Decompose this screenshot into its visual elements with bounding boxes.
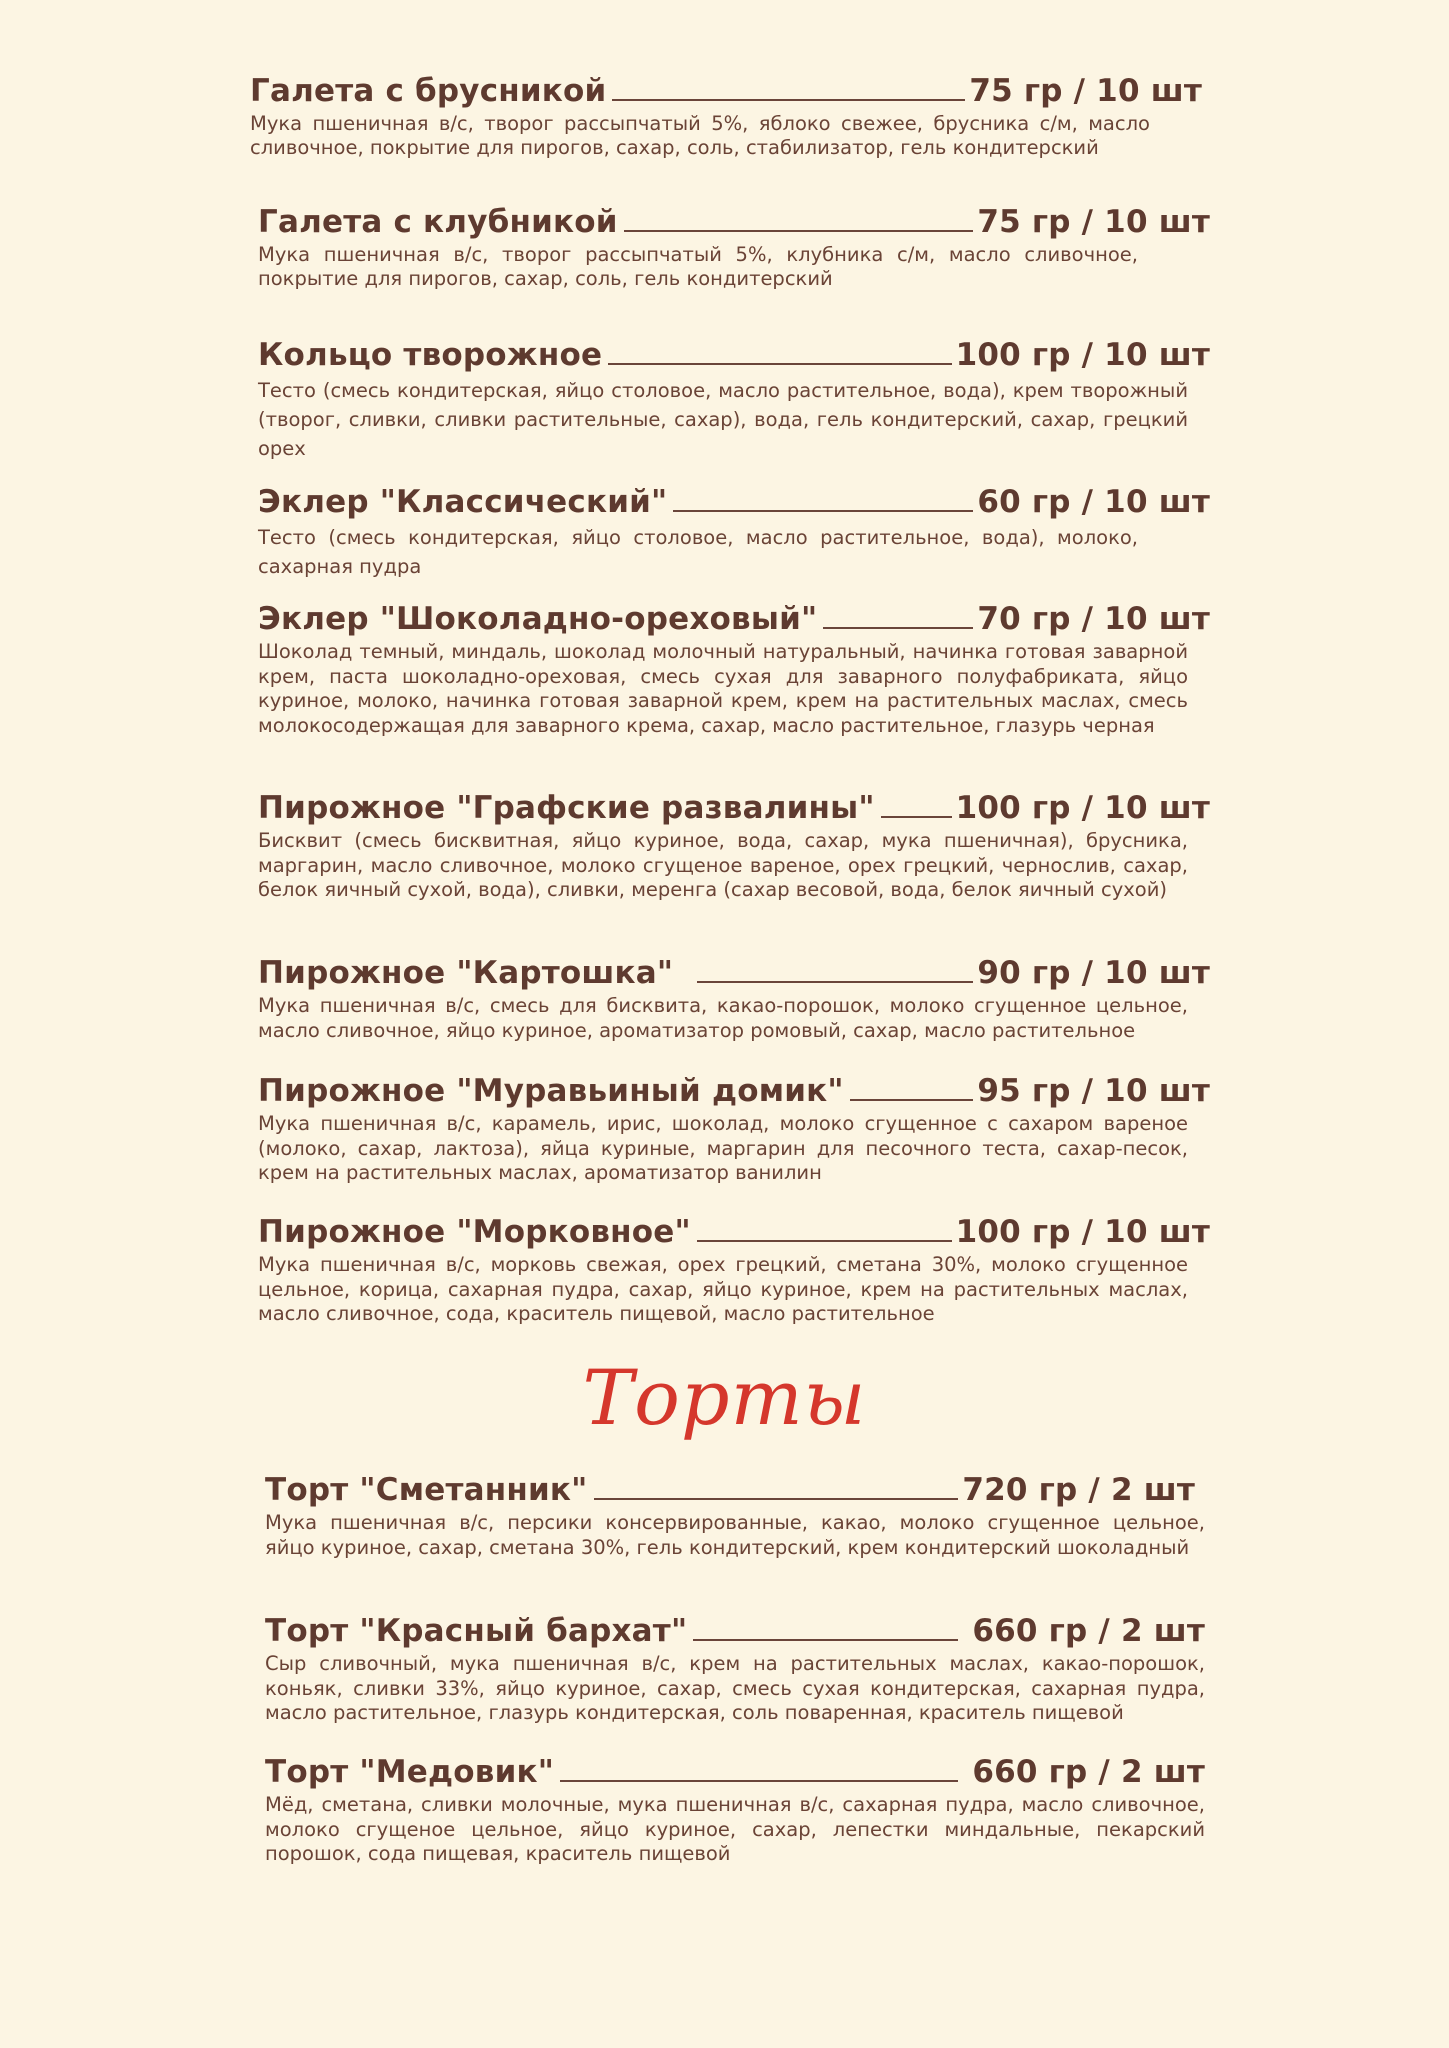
dotted-leader — [594, 1498, 959, 1500]
dotted-leader — [697, 981, 973, 983]
item-description: Мука пшеничная в/с, смесь для бисквита, какао-порошок, молоко сгущенное цельное, масло сливочное, яйцо куриное, ароматизатор ромовый, сахар, масло растительное — [258, 994, 1188, 1042]
dotted-leader — [612, 99, 965, 101]
item-description: Шоколад темный, миндаль, шоколад молочный натуральный, начинка готовая заварной крем, паста шоколадно-ореховая, смесь сухая для заварного полуфабриката, яйцо куриное, молоко, начинка готовая заварной крем, крем на растительных маслах, смесь молокосодержащая для заварного крема, сахар, масло растительное, глазурь черная — [258, 640, 1188, 737]
menu-item-morkovnoe — [258, 1213, 1210, 1327]
dotted-leader — [693, 1639, 958, 1641]
item-name: Эклер "Классический" — [258, 484, 668, 520]
dotted-leader — [823, 627, 973, 629]
section-title-cakes: Торты — [582, 1353, 867, 1442]
menu-item-tort-smetannik — [265, 1471, 1205, 1560]
item-description: Мёд, сметана, сливки молочные, мука пшеничная в/с, сахарная пудра, масло сливочное, молоко сгущеное цельное, яйцо куриное, сахар, лепестки миндальные, пекарский порошок, сода пищевая, краситель пищевой — [265, 1793, 1205, 1865]
item-weight: 660 гр / 2 шт — [972, 1613, 1205, 1649]
item-name: Кольцо творожное — [258, 337, 603, 373]
menu-item-header — [258, 954, 1210, 992]
item-description: Бисквит (смесь бисквитная, яйцо куриное, вода, сахар, мука пшеничная), брусника, маргарин, масло сливочное, молоко сгущеное вареное, орех грецкий, чернослив, сахар, белок яичный сухой, вода), сливки, меренга (сахар весовой, вода, белок яичный сухой) — [258, 829, 1188, 901]
menu-item-muravinyy-domik — [258, 1072, 1210, 1186]
menu-item-header — [258, 789, 1210, 827]
menu-item-header — [265, 1612, 1205, 1650]
item-weight: 70 гр / 10 шт — [977, 601, 1210, 637]
item-weight: 100 гр / 10 шт — [955, 1214, 1210, 1250]
menu-item-header — [258, 483, 1210, 521]
dotted-leader — [881, 816, 952, 818]
item-name: Пирожное "Муравьиный домик" — [258, 1073, 844, 1109]
item-description: Мука пшеничная в/с, морковь свежая, орех грецкий, сметана 30%, молоко сгущенное цельное, корица, сахарная пудра, сахар, яйцо куриное, крем на растительных маслах, масло сливочное, сода, краситель пищевой, масло растительное — [258, 1253, 1188, 1325]
item-weight: 95 гр / 10 шт — [977, 1073, 1210, 1109]
menu-item-galeta-brusnika — [250, 72, 1202, 160]
item-description: Мука пшеничная в/с, карамель, ирис, шоколад, молоко сгущенное с сахаром вареное (молоко, сахар, лактоза), яйца куриные, маргарин для песочного теста, сахар-песок, крем на растительных маслах, ароматизатор ванилин — [258, 1112, 1188, 1184]
dotted-leader — [608, 363, 951, 365]
dotted-leader — [560, 1780, 958, 1782]
item-name: Галета с брусникой — [250, 73, 607, 109]
item-weight: 660 гр / 2 шт — [972, 1754, 1205, 1790]
menu-item-header — [265, 1753, 1205, 1791]
menu-item-grafskie-razvaliny — [258, 789, 1210, 903]
dotted-leader — [624, 230, 974, 232]
menu-item-header — [258, 1213, 1210, 1251]
menu-item-header — [258, 600, 1210, 638]
item-name: Торт "Сметанник" — [265, 1472, 588, 1508]
item-name: Галета с клубникой — [258, 204, 618, 240]
item-name: Торт "Красный бархат" — [265, 1613, 688, 1649]
item-name: Эклер "Шоколадно-ореховый" — [258, 601, 818, 637]
item-weight: 100 гр / 10 шт — [955, 790, 1210, 826]
item-name: Пирожное "Морковное" — [258, 1214, 691, 1250]
item-description: Мука пшеничная в/с, творог рассыпчатый 5%, клубника с/м, масло сливочное, покрытие для пирогов, сахар, соль, гель кондитерский — [258, 243, 1138, 290]
menu-item-header — [258, 1072, 1210, 1110]
item-weight: 100 гр / 10 шт — [955, 337, 1210, 373]
item-name: Пирожное "Графские развалины" — [258, 790, 875, 826]
item-description: Сыр сливочный, мука пшеничная в/с, крем на растительных маслах, какао-порошок, коньяк, сливки 33%, яйцо куриное, сахар, смесь сухая кондитерская, сахарная пудра, масло растительное, глазурь кондитерская, соль поваренная, краситель пищевой — [265, 1652, 1205, 1724]
menu-item-header — [265, 1471, 1195, 1509]
menu-item-galeta-klubnika — [258, 203, 1210, 291]
menu-item-header — [258, 336, 1210, 374]
item-weight: 75 гр / 10 шт — [977, 204, 1210, 240]
item-description: Тесто (смесь кондитерская, яйцо столовое, масло растительное, вода), крем творожный (творог, сливки, сливки растительные, сахар), вода, гель кондитерский, сахар, грецкий орех — [258, 379, 1188, 460]
item-weight: 90 гр / 10 шт — [977, 955, 1210, 991]
dotted-leader — [673, 510, 973, 512]
item-weight: 60 гр / 10 шт — [977, 484, 1210, 520]
menu-item-header — [250, 72, 1202, 110]
item-description: Мука пшеничная в/с, творог рассыпчатый 5%, яблоко свежее, брусника с/м, масло сливочное, покрытие для пирогов, сахар, соль, стабилизатор, гель кондитерский — [250, 112, 1150, 159]
item-weight: 75 гр / 10 шт — [969, 73, 1202, 109]
menu-item-ekler-shokoladno-orekhovyy — [258, 600, 1210, 738]
item-description: Мука пшеничная в/с, персики консервированные, какао, молоко сгущенное цельное, яйцо куриное, сахар, сметана 30%, гель кондитерский, крем кондитерский шоколадный — [265, 1511, 1205, 1559]
menu-item-koltso-tvorozhnoe — [258, 336, 1210, 463]
item-description: Тесто (смесь кондитерская, яйцо столовое, масло растительное, вода), молоко, сахарная пудра — [258, 526, 1138, 578]
menu-item-header — [258, 203, 1210, 241]
dotted-leader — [697, 1240, 952, 1242]
menu-item-kartoshka — [258, 954, 1210, 1043]
menu-item-ekler-klassicheskiy — [258, 483, 1210, 581]
item-weight: 720 гр / 2 шт — [962, 1472, 1195, 1508]
item-name: Пирожное "Картошка" — [258, 955, 674, 991]
item-name: Торт "Медовик" — [265, 1754, 555, 1790]
menu-item-tort-medovik — [265, 1753, 1205, 1867]
menu-item-tort-krasnyy-barkhat — [265, 1612, 1205, 1726]
dotted-leader — [850, 1099, 974, 1101]
